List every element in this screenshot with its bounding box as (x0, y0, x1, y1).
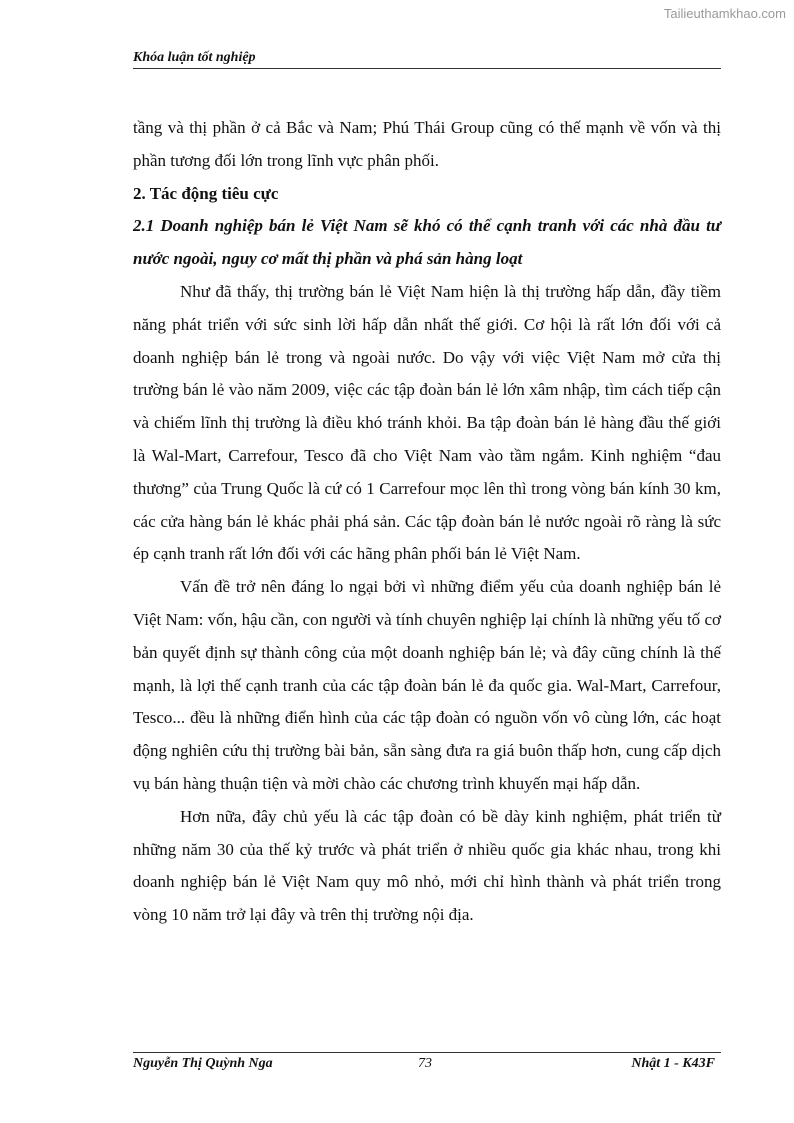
page-content (133, 112, 721, 932)
watermark-text: Tailieuthamkhao.com (663, 6, 786, 21)
footer-class-code: Nhật 1 - K43F (631, 1056, 715, 1071)
body-paragraph-2: Vấn đề trở nên đáng lo ngại bởi vì những điểm yếu của doanh nghiệp bán lẻ Việt Nam: vốn, hậu cần, con người và tính chuyên nghiệp lại chính là những yếu tố cơ bản quyết định sự thành công của một doanh nghiệp bán lẻ; và đây cũng chính là thế mạnh, là lợi thế cạnh tranh của các tập đoàn bán lẻ đa quốc gia. Wal-Mart, Carrefour, Tesco... đều là những điển hình của các tập đoàn có nguồn vốn vô cùng lớn, các hoạt động nghiên cứu thị trường bài bản, sẵn sàng đưa ra giá buôn thấp hơn, cung cấp dịch vụ bán hàng thuận tiện và mời chào các chương trình khuyến mại hấp dẫn. (133, 577, 721, 793)
continuation-paragraph: tầng và thị phần ở cả Bắc và Nam; Phú Thái Group cũng có thế mạnh về vốn và thị phần tương đối lớn trong lĩnh vực phân phối. (133, 118, 721, 170)
subsection-heading: 2.1 Doanh nghiệp bán lẻ Việt Nam sẽ khó có thể cạnh tranh với các nhà đầu tư nước ngoài, nguy cơ mất thị phần và phá sản hàng loạt (133, 216, 721, 269)
footer-author: Nguyễn Thị Quỳnh Nga (133, 1056, 273, 1071)
header-divider (133, 68, 721, 69)
footer-divider (133, 1052, 721, 1053)
body-paragraph-3: Hơn nữa, đây chủ yếu là các tập đoàn có bề dày kinh nghiệm, phát triển từ những năm 30 của thế kỷ trước và phát triển ở nhiều quốc gia khác nhau, trong khi doanh nghiệp bán lẻ Việt Nam quy mô nhỏ, mới chỉ hình thành và phát triển trong vòng 10 năm trở lại đây và trên thị trường nội địa. (133, 806, 721, 925)
section-heading: 2. Tác động tiêu cực (133, 183, 279, 203)
header-title: Khóa luận tốt nghiệp (133, 50, 256, 65)
body-paragraph-1: Như đã thấy, thị trường bán lẻ Việt Nam hiện là thị trường hấp dẫn, đầy tiềm năng phát triển với sức sinh lời hấp dẫn nhất thế giới. Cơ hội là rất lớn đối với cả doanh nghiệp bán lẻ trong và ngoài nước. Do vậy với việc Việt Nam mở cửa thị trường bán lẻ vào năm 2009, việc các tập đoàn bán lẻ lớn xâm nhập, tìm cách tiếp cận và chiếm lĩnh thị trường là điều khó tránh khỏi. Ba tập đoàn bán lẻ hàng đầu thế giới là Wal-Mart, Carrefour, Tesco đã cho Việt Nam vào tầm ngắm. Kinh nghiệm “đau thương” của Trung Quốc là cứ có 1 Carrefour mọc lên thì trong vòng bán kính 30 km, các cửa hàng bán lẻ khác phải phá sản. Các tập đoàn bán lẻ nước ngoài rõ ràng là sức ép cạnh tranh rất lớn đối với các hãng phân phối bán lẻ Việt Nam. (133, 281, 721, 564)
page-number: 73 (418, 1056, 432, 1071)
